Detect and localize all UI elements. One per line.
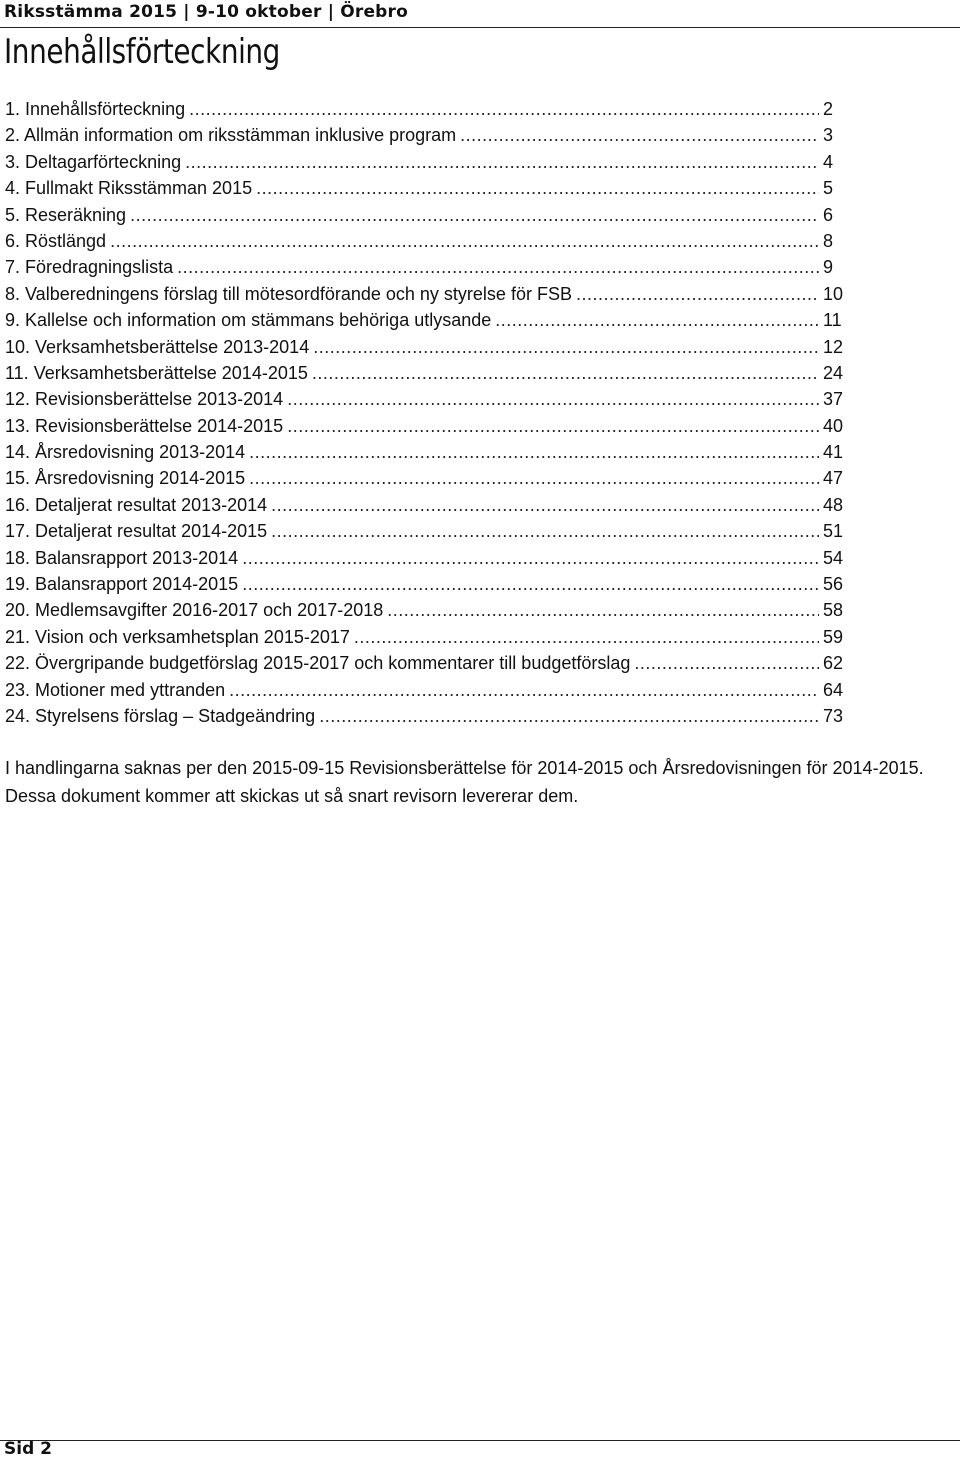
toc-dot-leader: [249, 465, 819, 491]
toc-entry[interactable]: [5, 96, 845, 122]
toc-entry-title: 22. Övergripande budgetförslag 2015-2017 och kommentarer till budgetförslag: [5, 653, 631, 674]
toc-entry-title: 24. Styrelsens förslag – Stadgeändring: [5, 705, 316, 726]
toc-entry[interactable]: [5, 597, 845, 623]
toc-entry-title: 20. Medlemsavgifter 2016-2017 och 2017-2018: [5, 600, 384, 621]
toc-entry-page-number: 64: [823, 679, 844, 700]
running-header: [0, 0, 960, 28]
toc-entry[interactable]: [5, 545, 845, 571]
toc-entry-page-number: 2: [823, 99, 834, 119]
toc-entry[interactable]: [5, 202, 845, 228]
toc-entry-title: 9. Kallelse och information om stämmans behöriga utlysande: [5, 310, 492, 331]
toc-entry-title: 19. Balansrapport 2014-2015: [5, 574, 239, 595]
toc-entry-title: 17. Detaljerat resultat 2014-2015: [5, 521, 268, 542]
toc-entry[interactable]: [5, 465, 845, 491]
toc-dot-leader: [242, 545, 819, 571]
toc-entry-page-number: 59: [823, 626, 844, 647]
toc-dot-leader: [319, 703, 819, 729]
toc-entry-page-number: 10: [823, 283, 844, 304]
toc-entry-title: 21. Vision och verksamhetsplan 2015-2017: [5, 626, 350, 647]
toc-entry[interactable]: [5, 228, 845, 254]
toc-entry[interactable]: [5, 492, 845, 518]
toc-entry[interactable]: [5, 360, 845, 386]
toc-entry[interactable]: [5, 149, 845, 175]
toc-entry-title: 7. Föredragningslista: [5, 257, 174, 278]
toc-dot-leader: [110, 228, 819, 254]
toc-entry-page-number: 6: [823, 204, 834, 225]
toc-entry-page-number: 54: [823, 547, 844, 568]
toc-entry[interactable]: [5, 650, 845, 676]
toc-entry-page-number: 40: [823, 415, 844, 436]
toc-entry-title: 3. Deltagarförteckning: [5, 151, 182, 172]
table-of-contents: [5, 96, 845, 729]
toc-entry[interactable]: [5, 307, 845, 333]
toc-entry-page-number: 4: [823, 151, 834, 172]
toc-entry-page-number: 62: [823, 653, 844, 674]
toc-entry-page-number: 73: [823, 705, 844, 726]
toc-entry-title: 18. Balansrapport 2013-2014: [5, 547, 239, 568]
toc-entry[interactable]: [5, 413, 845, 439]
footer-divider: [0, 1440, 960, 1441]
page-number-label: Sid 2: [4, 1439, 52, 1459]
toc-entry[interactable]: [5, 175, 845, 201]
toc-entry-page-number: 58: [823, 600, 844, 621]
toc-entry-title: 8. Valberedningens förslag till mötesordförande och ny styrelse för FSB: [5, 283, 572, 304]
toc-dot-leader: [354, 624, 819, 650]
toc-entry-page-number: 12: [823, 336, 844, 357]
toc-entry-title: 10. Verksamhetsberättelse 2013-2014: [5, 336, 310, 357]
toc-entry-title: 23. Motioner med yttranden: [5, 679, 226, 700]
toc-entry-title: 6. Röstlängd: [5, 230, 107, 251]
toc-entry-title: 12. Revisionsberättelse 2013-2014: [5, 389, 284, 410]
toc-entry-title: 11. Verksamhetsberättelse 2014-2015: [5, 362, 308, 383]
toc-entry-page-number: 24: [823, 362, 844, 383]
toc-dot-leader: [249, 439, 819, 465]
toc-entry[interactable]: [5, 386, 845, 412]
toc-entry[interactable]: [5, 518, 845, 544]
toc-entry-page-number: 51: [823, 521, 844, 542]
toc-dot-leader: [634, 650, 819, 676]
toc-entry-title: 16. Detaljerat resultat 2013-2014: [5, 494, 268, 515]
toc-dot-leader: [387, 597, 819, 623]
toc-dot-leader: [312, 360, 819, 386]
toc-dot-leader: [229, 677, 819, 703]
toc-dot-leader: [177, 254, 819, 280]
toc-entry[interactable]: [5, 571, 845, 597]
toc-dot-leader: [256, 175, 819, 201]
toc-entry[interactable]: [5, 703, 845, 729]
toc-entry-title: 15. Årsredovisning 2014-2015: [5, 468, 246, 489]
running-header-text: Riksstämma 2015 | 9-10 oktober | Örebro: [4, 2, 409, 22]
toc-dot-leader: [460, 122, 819, 148]
toc-entry-page-number: 41: [823, 442, 844, 463]
toc-entry-title: 5. Reseräkning: [5, 204, 127, 225]
toc-dot-leader: [287, 413, 819, 439]
toc-dot-leader: [130, 202, 819, 228]
missing-documents-note: I handlingarna saknas per den 2015-09-15 Revisionsberättelse för 2014-2015 och Årsredovisningen för 2014-2015. Dessa dokument kommer att skickas ut så snart revisorn levererar dem.: [5, 758, 924, 806]
toc-entry-page-number: 56: [823, 574, 844, 595]
toc-entry-page-number: 48: [823, 494, 844, 515]
toc-dot-leader: [495, 307, 819, 333]
toc-dot-leader: [185, 149, 819, 175]
toc-dot-leader: [287, 386, 819, 412]
toc-entry-page-number: 3: [823, 125, 834, 146]
toc-dot-leader: [313, 334, 819, 360]
toc-entry-title: 14. Årsredovisning 2013-2014: [5, 442, 246, 463]
toc-entry[interactable]: [5, 677, 845, 703]
toc-entry[interactable]: [5, 624, 845, 650]
toc-entry-title: 2. Allmän information om riksstämman inklusive program: [5, 125, 457, 146]
toc-entry-page-number: 5: [823, 178, 834, 199]
toc-entry[interactable]: [5, 334, 845, 360]
toc-entry-page-number: 11: [823, 310, 842, 331]
toc-entry-title: 1. Innehållsförteckning: [5, 99, 186, 119]
toc-entry-page-number: 47: [823, 468, 844, 489]
toc-dot-leader: [576, 281, 819, 307]
toc-entry-title: 13. Revisionsberättelse 2014-2015: [5, 415, 284, 436]
page-title: Innehållsförteckning: [4, 32, 280, 72]
toc-dot-leader: [242, 571, 819, 597]
toc-entry-page-number: 37: [823, 389, 844, 410]
toc-entry[interactable]: [5, 439, 845, 465]
toc-dot-leader: [189, 96, 819, 122]
toc-entry-page-number: 8: [823, 230, 834, 251]
toc-entry[interactable]: [5, 281, 845, 307]
toc-entry-page-number: 9: [823, 257, 834, 278]
toc-entry-title: 4. Fullmakt Riksstämman 2015: [5, 178, 253, 199]
toc-entry[interactable]: [5, 254, 845, 280]
toc-dot-leader: [271, 492, 819, 518]
toc-dot-leader: [271, 518, 819, 544]
toc-entry[interactable]: [5, 122, 845, 148]
